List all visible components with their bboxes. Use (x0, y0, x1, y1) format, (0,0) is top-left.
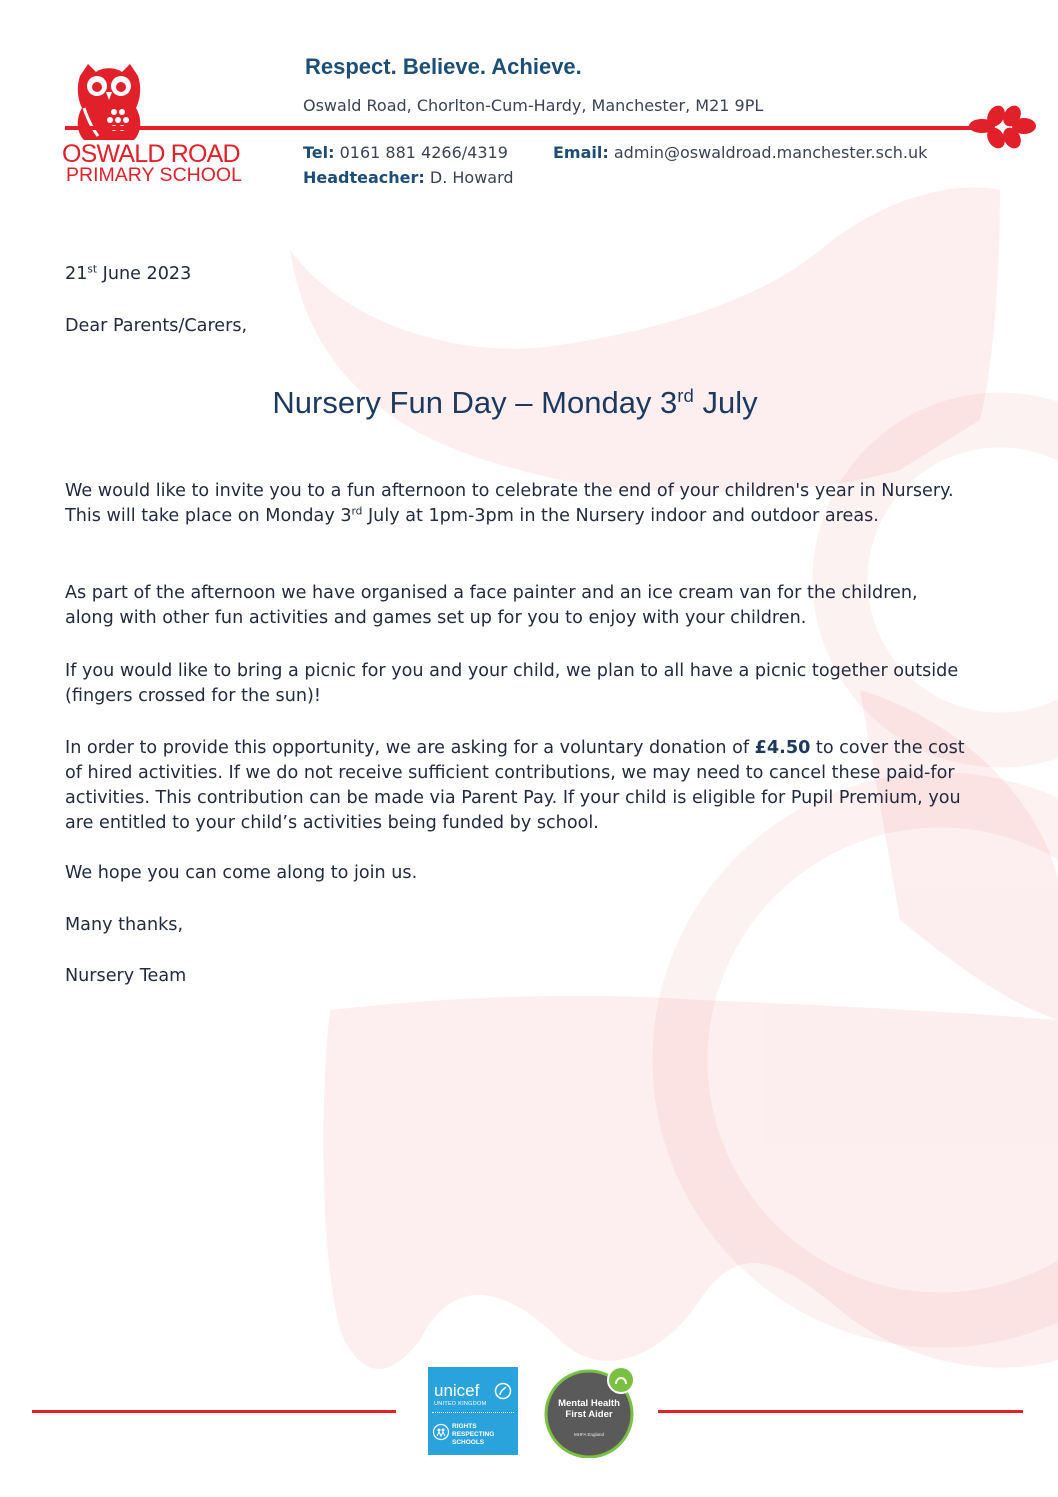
school-motto: Respect. Believe. Achieve. (305, 54, 582, 79)
paragraph-closing: We hope you can come along to join us. (65, 863, 418, 883)
letter-title (0, 385, 1030, 421)
mhfa-title (543, 1398, 635, 1420)
mhfa-subtitle: MHFA England (573, 1432, 605, 1437)
letter-greeting: Dear Parents/Carers, (65, 316, 248, 336)
tel-value: 0161 881 4266/4319 (339, 143, 508, 162)
headteacher-value: D. Howard (429, 168, 514, 187)
email-label: Email: (553, 143, 609, 162)
tel-label: Tel: (303, 143, 335, 162)
leaf-emblem-icon (966, 104, 1036, 154)
school-name-line2: PRIMARY SCHOOL (66, 164, 242, 186)
unicef-divider (432, 1412, 514, 1413)
paragraph-picnic: If you would like to bring a picnic for you and your child, we plan to all have a picnic together outside (fingers crossed for the sun)! (65, 661, 959, 706)
title-suffix: rd (677, 384, 694, 406)
rrs-line2: RESPECTING (452, 1431, 495, 1438)
date-rest: June 2023 (97, 264, 192, 284)
unicef-region: UNITED KINGDOM (434, 1401, 487, 1407)
p4-text-b: to cover the cost of hired activities. If we do not receive sufficient contributions, we may need to cancel these paid-for activities. This contribution can be made via Parent Pay. If your child is eligible for Pupil Premium, you are entitled to your child’s activities being funded by school. (65, 738, 965, 833)
title-end: July (693, 385, 758, 420)
signature: Nursery Team (65, 966, 187, 986)
headteacher-label: Headteacher: (303, 168, 425, 187)
email-value[interactable]: admin@oswaldroad.manchester.sch.uk (613, 143, 928, 162)
telephone-line (303, 143, 508, 162)
p1-text-b: July at 1pm-3pm in the Nursery indoor and outdoor areas. (362, 506, 879, 526)
unicef-name: unicef (434, 1381, 480, 1400)
rrs-children-icon (432, 1423, 450, 1441)
school-address: Oswald Road, Chorlton-Cum-Hardy, Manchester, M21 9PL (303, 96, 764, 115)
header-divider (65, 126, 985, 130)
footer-divider-left (32, 1410, 396, 1413)
email-line (553, 143, 927, 162)
rrs-line3: SCHOOLS (452, 1439, 485, 1446)
letter-date (65, 262, 191, 287)
headteacher-line (303, 168, 514, 187)
p1-suffix: rd (351, 505, 363, 518)
p1-text-a: We would like to invite you to a fun afternoon to celebrate the end of your children's year in Nursery. This will take place on Monday 3 (65, 481, 954, 526)
title-main: Nursery Fun Day – Monday 3 (272, 385, 678, 420)
date-day: 21 (65, 264, 88, 284)
paragraph-donation (65, 736, 965, 836)
footer-divider-right (658, 1410, 1023, 1413)
paragraph-invitation (65, 479, 965, 529)
donation-amount: £4.50 (754, 738, 811, 758)
unicef-rrs-badge (428, 1367, 518, 1455)
school-name-line1: OSWALD ROAD (62, 140, 240, 168)
date-day-suffix: st (87, 263, 98, 276)
sign-off: Many thanks, (65, 915, 184, 935)
p4-text-a: In order to provide this opportunity, we are asking for a voluntary donation of (65, 738, 755, 758)
unicef-globe-icon (494, 1382, 512, 1400)
mhfa-line2: First Aider (565, 1409, 613, 1420)
mhfa-line1: Mental Health (558, 1398, 620, 1409)
paragraph-activities: As part of the afternoon we have organised a face painter and an ice cream van for the children, along with other fun activities and games set up for you to enjoy with your children. (65, 583, 918, 628)
rrs-line1: RIGHTS (452, 1423, 477, 1430)
rrs-text (452, 1423, 494, 1447)
